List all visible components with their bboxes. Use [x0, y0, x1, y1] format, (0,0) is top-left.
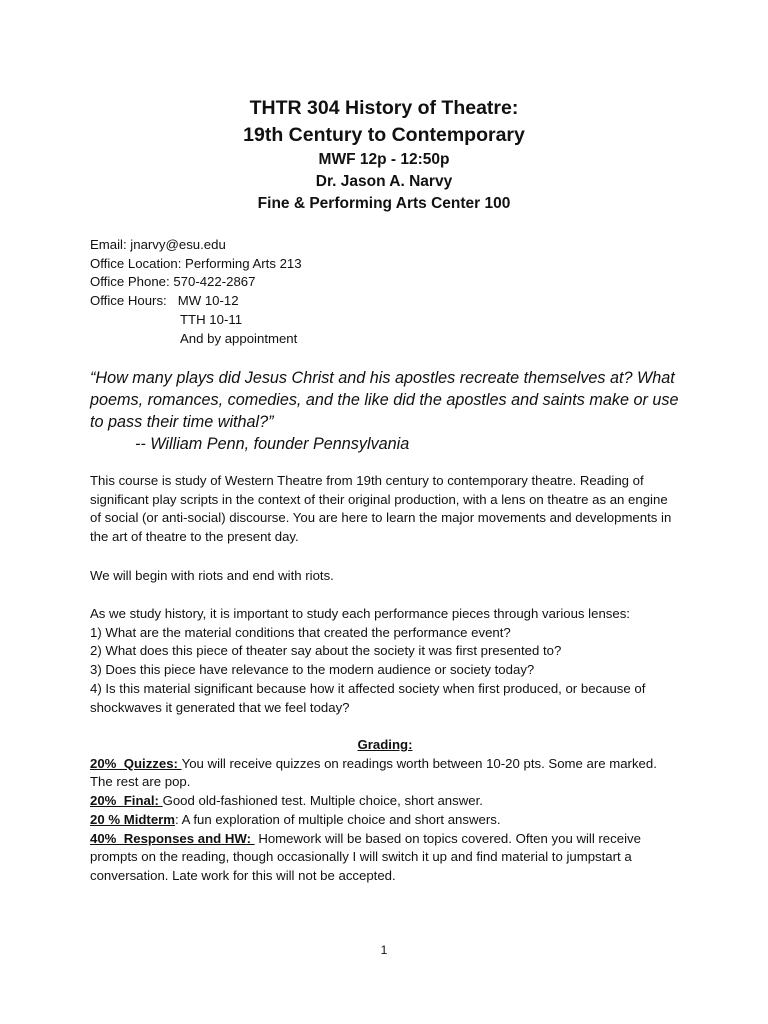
- office-location-line: Office Location: Performing Arts 213: [90, 255, 302, 271]
- grading-item: [90, 811, 680, 830]
- course-location: Fine & Performing Arts Center 100: [257, 195, 511, 212]
- office-hours-line: [90, 292, 302, 311]
- course-title-line-2: 19th Century to Contemporary: [243, 124, 525, 146]
- contact-info: [90, 236, 302, 348]
- syllabus-header: [0, 95, 768, 215]
- riots-statement: We will begin with riots and end with riots.: [90, 568, 334, 583]
- instructor-name: Dr. Jason A. Narvy: [315, 173, 453, 190]
- lenses-intro: As we study history, it is important to study each performance pieces through various lenses:: [90, 606, 630, 621]
- grading-item-text: You will receive quizzes on readings worth between 10-20 pts. Some are marked. The rest are pop.: [90, 755, 657, 790]
- lens-item: 1) What are the material conditions that created the performance event?: [90, 624, 511, 640]
- grading-item-text: : A fun exploration of multiple choice and short answers.: [175, 811, 501, 827]
- office-hours-1: MW 10-12: [177, 293, 239, 309]
- office-hours-2: TTH 10-11: [180, 311, 243, 327]
- quote-text: “How many plays did Jesus Christ and his apostles recreate themselves at? What poems, romances, comedies, and the like did the apostles and saints make or use to pass their time withal?”: [90, 369, 679, 431]
- office-phone-line: Office Phone: 570-422-2867: [90, 274, 256, 290]
- page-number: 1: [380, 943, 388, 957]
- grading-item-label: 20% Quizzes:: [90, 755, 182, 771]
- lens-item: 4) Is this material significant because how it affected society when first produced, or because of shockwaves it generated that we feel today?: [90, 680, 646, 715]
- grading-section: [90, 736, 680, 886]
- office-hours-label: Office Hours:: [90, 293, 167, 309]
- lenses-section: [90, 605, 680, 717]
- grading-heading: Grading:: [357, 737, 413, 752]
- grading-item: [90, 792, 680, 811]
- course-description: This course is study of Western Theatre from 19th century to contemporary theatre. Reading of significant play scripts in the context of their original production, with a lens on theatre as an engine of social (or anti-social) discourse. You are here to learn the major movements and developments in the art of theatre to the present day.: [90, 473, 672, 545]
- email-line: Email: jnarvy@esu.edu: [90, 237, 226, 252]
- grading-item: [90, 755, 680, 792]
- grading-item-label: 40% Responses and HW:: [90, 830, 255, 846]
- course-schedule: MWF 12p - 12:50p: [318, 151, 450, 168]
- course-title-line-1: THTR 304 History of Theatre:: [249, 97, 519, 119]
- epigraph-quote: [90, 367, 690, 455]
- quote-attribution: -- William Penn, founder Pennsylvania: [135, 435, 410, 453]
- lens-item: 3) Does this piece have relevance to the modern audience or society today?: [90, 662, 535, 678]
- grading-item: [90, 830, 680, 886]
- grading-item-text: Good old-fashioned test. Multiple choice, short answer.: [162, 793, 483, 809]
- grading-item-text: Homework will be based on topics covered. Often you will receive prompts on the reading, though occasionally I will switch it up and find material to jumpstart a conversation. Late work for this will not be accepted.: [90, 830, 641, 883]
- grading-item-label: 20% Final:: [90, 793, 163, 809]
- grading-item-label: 20 % Midterm: [90, 811, 176, 827]
- lens-item: 2) What does this piece of theater say about the society it was first presented to?: [90, 643, 562, 659]
- office-hours-3: And by appointment: [180, 330, 298, 346]
